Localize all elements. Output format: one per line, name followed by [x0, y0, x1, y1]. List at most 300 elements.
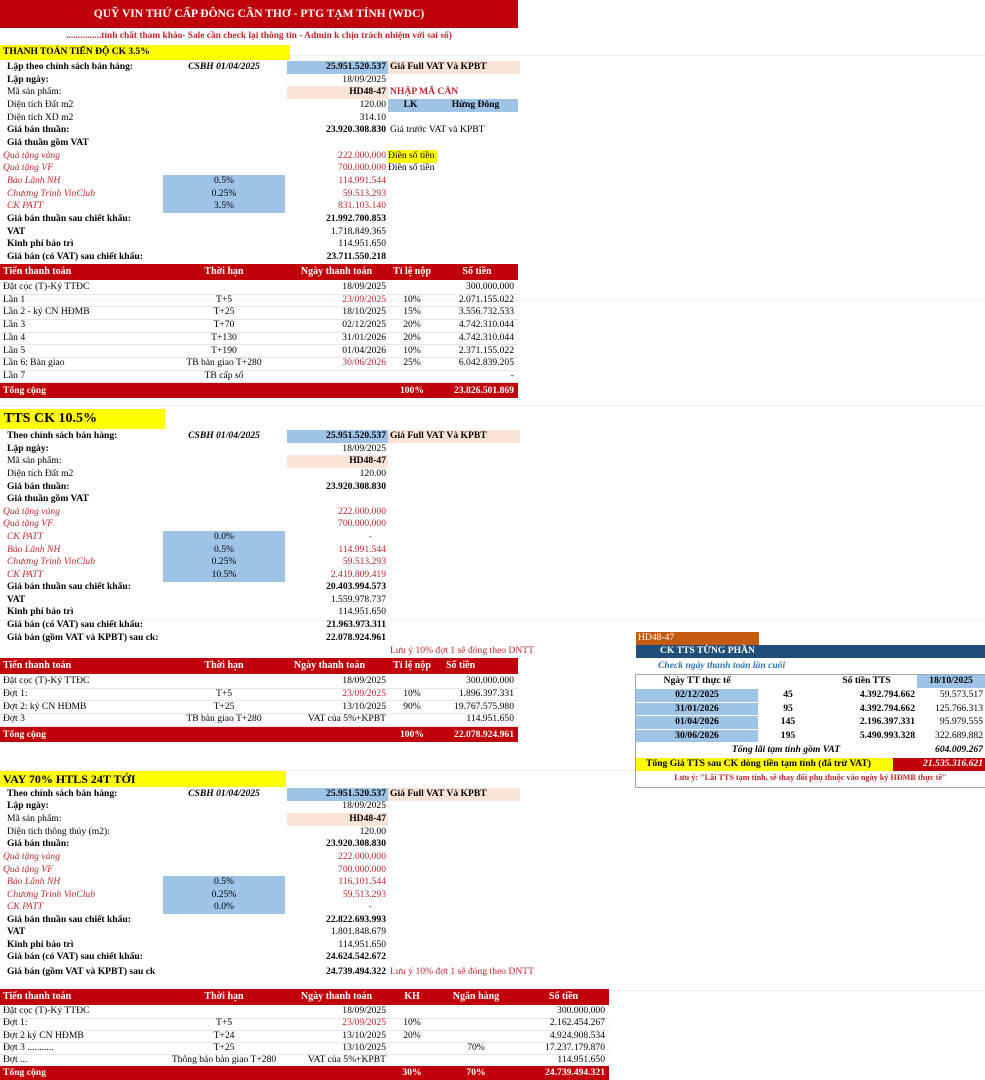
s1-bl-value: 114.991.544 — [338, 175, 386, 186]
s3-col-4: KH — [404, 991, 420, 1002]
s1-after-row — [0, 213, 520, 226]
s1-col-1: Tiến thanh toán — [3, 266, 72, 277]
page-title: QUỸ VIN THỨ CẤP ĐÔNG CẦN THƠ - PTG TẠM TÍNH (WDC) — [0, 0, 518, 28]
s2-pay-cell-2: TB bàn giao T+280 — [186, 713, 262, 725]
s2-land-value: 120.00 — [359, 468, 386, 479]
s3-gold-row — [0, 851, 520, 864]
s3-ck-row — [0, 901, 520, 914]
side-row — [636, 689, 985, 702]
s3-after-label: Giá bán thuần sau chiết khấu: — [7, 914, 131, 925]
s2-sum-pct: 100% — [400, 729, 424, 740]
s2-col-2: Thời hạn — [204, 660, 244, 671]
s3-kp-value: 114.951.650 — [338, 939, 386, 950]
s1-gold-value: 222.000.000 — [338, 150, 386, 161]
side-footnote: Lưu ý: "Lãi TTS tạm tính, sẽ thay đổi phụ thuộc vào ngày ký HĐMB thực tế" — [674, 773, 947, 782]
s2-pay-cell-3: 23/09/2025 — [342, 687, 386, 699]
s2-pay-cell-4 — [388, 675, 436, 688]
s3-vc-row — [0, 889, 520, 902]
side-interest-value: 604.009.267 — [935, 744, 983, 755]
s2-total-label: Giá bán (có VAT) sau chiết khấu: — [7, 619, 143, 630]
side-col-amount: Số tiền TTS — [842, 675, 891, 686]
s3-vf-label: Quà tặng VF — [3, 864, 54, 875]
s1-vc-value: 59.513.293 — [342, 188, 386, 199]
s2-col-5: Số tiền — [446, 660, 476, 671]
s1-vc-label: Chương Trình VinClub — [7, 188, 96, 199]
s3-net-value: 23.920.308.830 — [326, 838, 386, 849]
s1-pay-cell-5: 2.371.155.022 — [458, 344, 514, 356]
s2-date-label: Lập ngày: — [7, 443, 49, 454]
s1-full-price: 25.951.520.537 — [287, 61, 388, 74]
s1-product-input[interactable]: HD48-47 — [287, 86, 388, 99]
s2-pay-cell-2: T+5 — [215, 687, 233, 699]
s1-vc-pct[interactable]: 0.25% — [163, 188, 285, 201]
side-interest-row — [636, 744, 985, 757]
s3-sum-kh: 30% — [402, 1067, 422, 1078]
side-row — [636, 716, 985, 729]
side-cell-1: 30/06/2026 — [636, 730, 758, 743]
s2-sum-row — [0, 727, 518, 742]
s3-total2-value: 24.739.494.322 — [326, 966, 386, 977]
s3-vc-label: Chương Trình VinClub — [7, 889, 96, 900]
s3-col-5: Ngân hàng — [452, 991, 500, 1002]
s2-net-row — [0, 481, 520, 494]
s1-type: LK — [388, 99, 433, 112]
s2-vc-pct[interactable]: 0.25% — [163, 556, 285, 569]
s1-pay-cell-5: 3.556.732.533 — [458, 306, 514, 318]
s1-net-value: 23.920.308.830 — [326, 124, 386, 135]
side-cell-1: 31/01/2026 — [636, 703, 758, 716]
s3-pay-cell-2: Thông báo bàn giao T+280 — [171, 1054, 277, 1066]
s1-policy-row — [0, 61, 520, 74]
s1-table-header — [0, 264, 518, 280]
s3-after-value: 22.822.693.993 — [326, 914, 386, 925]
s2-policy-label: Theo chính sách bán hàng: — [7, 430, 118, 441]
s1-ck-label: CK PATT — [7, 200, 43, 211]
s2-ck0-row — [0, 531, 520, 544]
s1-col-2: Thời hạn — [204, 266, 244, 277]
side-cell-4: 125.766.313 — [935, 702, 983, 714]
s2-vc-row — [0, 556, 520, 569]
s2-col-3: Ngày thanh toán — [293, 660, 366, 671]
s1-bl-pct[interactable]: 0.5% — [163, 175, 285, 188]
s3-pay-cell-4: 10% — [403, 1017, 421, 1029]
side-cell-3: 4.392.794.662 — [859, 689, 915, 700]
s1-total-label: Giá bán (có VAT) sau chiết khấu: — [7, 251, 143, 262]
s1-ck-row — [0, 200, 520, 213]
s3-total2-row — [0, 966, 560, 979]
s1-kp-value: 114.951.650 — [338, 238, 386, 249]
s3-vc-pct[interactable]: 0.25% — [163, 889, 285, 902]
s3-pay-cell-3: VAT của 5%+KPBT — [307, 1054, 386, 1066]
s1-sum-label: Tổng cộng — [3, 385, 46, 396]
s1-pay-row — [0, 281, 518, 295]
s2-vf-label: Quà tặng VF — [3, 518, 54, 529]
s1-bl-label: Bảo Lãnh NH — [7, 175, 61, 186]
s3-pay-cell-6: 114.951.650 — [557, 1054, 605, 1066]
side-cell-4: 59.573.517 — [939, 689, 983, 700]
s1-pay-row — [0, 357, 518, 371]
s3-pay-cell-1: Đặt cọc (T)-Ký TTĐC — [3, 1005, 90, 1016]
s2-total2-value: 22.078.924.961 — [326, 632, 386, 643]
s2-land-row — [0, 468, 520, 481]
s2-after-value: 20.403.994.573 — [326, 581, 386, 592]
s3-bl-value: 116.101.544 — [338, 876, 386, 887]
s1-pay-cell-2 — [163, 281, 285, 294]
s3-policy-value: CSBH 01/04/2025 — [188, 788, 260, 799]
s1-pay-cell-2: TB bàn giao T+280 — [186, 357, 262, 369]
s3-note: Lưu ý 10% đợt 1 sẽ đóng theo DNTT — [390, 966, 535, 977]
s1-gold-label: Quà tặng vàng — [3, 150, 61, 161]
s3-pay-cell-1: Đợt 3 ........... — [3, 1041, 54, 1053]
s3-pay-cell-6: 2.162.454.267 — [549, 1017, 605, 1029]
s1-ck-pct[interactable]: 3.5% — [163, 200, 285, 213]
s2-pay-cell-4: 90% — [403, 700, 421, 712]
s2-ck-value: 2.419.809.419 — [330, 569, 386, 580]
s2-netvat-label: Giá thuần gồm VAT — [7, 493, 89, 504]
s1-sum-value: 23.826.501.869 — [454, 385, 514, 396]
s1-ck-value: 831.103.140 — [338, 200, 386, 211]
s1-vf-label: Quà tặng VF — [3, 162, 54, 173]
s1-pay-cell-5: - — [510, 369, 514, 381]
s1-pay-cell-4: 15% — [403, 306, 421, 318]
section-3-title: VAY 70% HTLS 24T TỚI — [0, 771, 286, 787]
s2-pay-cell-3: VAT của 5%+KPBT — [307, 713, 386, 725]
s1-full-price-note: Giá Full VAT Và KPBT — [388, 61, 520, 74]
s3-date-row — [0, 800, 520, 813]
s1-vf-note: Điền số tiền — [388, 162, 435, 173]
s2-full-price: 25.951.520.537 — [287, 430, 388, 443]
side-cell-1: 01/04/2026 — [636, 716, 758, 729]
s1-net-note: Giá trước VAT và KPBT — [390, 124, 485, 135]
s1-netvat-label: Giá thuần gồm VAT — [7, 137, 89, 148]
s2-total-row — [0, 619, 520, 632]
side-final-value: 21.535.316.621 — [893, 758, 985, 771]
s3-pay-cell-4: 20% — [403, 1029, 421, 1041]
s2-pay-row — [0, 688, 518, 702]
s1-pay-cell-2: T+130 — [211, 331, 237, 343]
s3-date-value: 18/09/2025 — [342, 800, 386, 811]
s3-pay-cell-1: Đợt 2 ký CN HĐMB — [3, 1029, 84, 1041]
s1-pay-cell-1: Lần 4 — [3, 331, 26, 343]
s2-date-value: 18/09/2025 — [342, 443, 386, 454]
s2-net-value: 23.920.308.830 — [326, 481, 386, 492]
s1-land-row — [0, 99, 520, 112]
s2-vc-label: Chương Trình VinClub — [7, 556, 96, 567]
s1-vat-label: VAT — [7, 226, 26, 237]
s1-pay-row — [0, 370, 518, 384]
s3-pay-cell-3: 18/09/2025 — [342, 1005, 386, 1016]
s3-vat-label: VAT — [7, 926, 26, 937]
s1-pay-cell-2: TB cấp sổ — [204, 369, 244, 381]
s1-date-row — [0, 74, 520, 87]
s1-policy-label: Lập theo chính sách bán hàng: — [7, 61, 134, 72]
s3-ck-pct[interactable]: 0.0% — [163, 901, 285, 914]
s1-pay-row — [0, 294, 518, 308]
s1-pay-row — [0, 306, 518, 320]
s1-pay-cell-2: T+5 — [215, 293, 233, 305]
s1-pay-cell-3 — [287, 370, 386, 383]
s2-land-label: Diện tích Đất m2 — [7, 468, 74, 479]
s1-vat-value: 1.718.849.365 — [330, 226, 386, 237]
s3-vat-row — [0, 926, 520, 939]
s1-pay-cell-1: Lần 1 — [3, 293, 26, 305]
s1-pay-cell-5: 300.000.000 — [466, 281, 514, 292]
s1-pay-cell-2: T+70 — [213, 319, 235, 331]
s1-pay-cell-2: T+190 — [211, 344, 237, 356]
s2-pay-cell-2 — [163, 675, 285, 688]
s1-build-row — [0, 112, 520, 125]
s1-pay-cell-1: Lần 6: Bàn giao — [3, 357, 65, 369]
s1-product-label: Mã sản phẩm: — [7, 86, 62, 97]
s2-after-label: Giá bán thuần sau chiết khấu: — [7, 581, 131, 592]
s2-gold-value: 222.000.000 — [338, 506, 386, 517]
s2-pay-cell-1: Đặt cọc (T)-Ký TTĐC — [3, 675, 90, 686]
s3-ck-value: - — [368, 901, 372, 912]
s1-pay-cell-5: 2.071.155.022 — [458, 293, 514, 305]
s2-bl-value: 114.991.544 — [338, 544, 386, 555]
s3-vf-value: 700.000.000 — [338, 864, 386, 875]
s2-date-row — [0, 443, 520, 456]
s2-vat-label: VAT — [7, 594, 26, 605]
s2-ck-row — [0, 569, 520, 582]
s3-sum-label: Tổng cộng — [3, 1067, 46, 1078]
s2-col-1: Tiến thanh toán — [3, 660, 72, 671]
s2-total2-label: Giá bán (gồm VAT và KPBT) sau ck: — [7, 632, 159, 643]
s2-netvat-row — [0, 493, 520, 506]
s3-vf-row — [0, 864, 520, 877]
s3-total-label: Giá bán (có VAT) sau chiết khấu: — [7, 951, 143, 962]
s2-ck0-value: - — [368, 531, 372, 542]
s2-vf-row — [0, 518, 520, 531]
s2-policy-row — [0, 430, 520, 443]
side-check-note: Check ngày thanh toán lần cuối — [658, 660, 786, 671]
s1-land-label: Diện tích Đất m2 — [7, 99, 74, 110]
s3-sum-row — [0, 1066, 609, 1080]
s1-pay-cell-4: 10% — [403, 344, 421, 356]
s1-pay-row — [0, 319, 518, 333]
s2-pay-cell-5: 19.767.575.980 — [454, 700, 514, 712]
side-table-header — [636, 675, 985, 688]
s3-col-3: Ngày thanh toán — [300, 991, 373, 1002]
s1-pay-cell-3: 18/09/2025 — [342, 281, 386, 292]
s1-vat-row — [0, 226, 520, 239]
s1-pay-cell-3: 01/04/2026 — [342, 344, 386, 356]
s2-table-header — [0, 658, 518, 674]
s3-product-input[interactable]: HD48-47 — [287, 813, 388, 826]
s3-sum-value: 24.739.494.321 — [545, 1067, 605, 1078]
side-col-asof: 18/10/2025 — [917, 675, 985, 688]
s1-pay-cell-3: 23/09/2025 — [342, 293, 386, 305]
s2-col-4: Tỉ lệ nộp — [393, 660, 431, 671]
s1-pay-cell-5: 4.742.310.044 — [458, 331, 514, 343]
s3-net-label: Giá bán thuần: — [7, 838, 70, 849]
side-title: CK TTS TỪNG PHẦN — [636, 645, 985, 658]
s3-policy-label: Theo chính sách bán hàng: — [7, 788, 118, 799]
s2-bl-row — [0, 544, 520, 557]
s1-vc-row — [0, 188, 520, 201]
s2-kp-value: 114.951.650 — [338, 606, 386, 617]
s3-col-1: Tiến thanh toán — [3, 991, 72, 1002]
s1-after-value: 21.992.700.853 — [326, 213, 386, 224]
side-cell-3: 4.392.794.662 — [859, 702, 915, 714]
s3-pay-cell-2: T+24 — [213, 1029, 235, 1041]
s2-ck0-pct[interactable]: 0.0% — [163, 531, 285, 544]
side-cell-2: 45 — [783, 689, 793, 700]
s3-pay-cell-5: 70% — [467, 1041, 485, 1053]
side-row — [636, 730, 985, 743]
s3-bl-row — [0, 876, 520, 889]
side-cell-2: 95 — [783, 702, 793, 714]
s3-kp-label: Kinh phí bảo trì — [7, 939, 74, 950]
s2-net-label: Giá bán thuần: — [7, 481, 70, 492]
s3-bl-label: Bảo Lãnh NH — [7, 876, 61, 887]
s2-pay-cell-4: 10% — [403, 687, 421, 699]
s2-after-row — [0, 581, 520, 594]
s1-pay-cell-4 — [388, 370, 436, 383]
s1-pay-cell-2: T+25 — [213, 306, 235, 318]
s1-pay-row — [0, 332, 518, 346]
s2-pay-cell-5: 114.951.650 — [466, 713, 514, 725]
side-cell-2: 195 — [780, 729, 796, 741]
s3-col-2: Thời hạn — [204, 991, 244, 1002]
s3-net-row — [0, 838, 520, 851]
s2-ck-label: CK PATT — [7, 569, 43, 580]
s2-kp-label: Kinh phí bảo trì — [7, 606, 74, 617]
s3-pay-cell-1: Đợt ... — [3, 1054, 28, 1066]
s1-total-value: 23.711.550.218 — [326, 251, 386, 262]
s3-full-price-note: Giá Full VAT Và KPBT — [388, 788, 520, 801]
s1-sum-pct: 100% — [400, 385, 424, 396]
s3-vat-value: 1.801.848.679 — [330, 926, 386, 937]
s3-pay-cell-5 — [436, 1017, 516, 1030]
side-final-row — [636, 758, 985, 771]
s2-pay-cell-1: Đợt 1: — [3, 687, 28, 699]
s3-pay-cell-2 — [163, 1005, 285, 1018]
side-cell-2: 145 — [780, 716, 796, 727]
side-cell-4: 322.689.882 — [935, 729, 983, 741]
s3-pay-cell-2: T+5 — [215, 1017, 233, 1029]
s1-col-5: Số tiền — [462, 266, 492, 277]
s2-ck0-label: CK PATT — [7, 531, 43, 542]
s1-pay-cell-1: Đặt cọc (T)-Ký TTĐC — [3, 281, 90, 292]
s1-pay-cell-1: Lần 7 — [3, 369, 26, 381]
s1-gold-note: Điền số tiền — [388, 150, 437, 163]
s2-bl-label: Bảo Lãnh NH — [7, 544, 61, 555]
side-final-label: Tổng Giá TTS sau CK dòng tiền tạm tính (đã trừ VAT) — [636, 758, 893, 771]
s2-pay-cell-5: 1.896.397.331 — [458, 687, 514, 699]
s3-product-row — [0, 813, 520, 826]
s3-land-value: 120.00 — [359, 826, 386, 837]
s2-pay-cell-4 — [388, 713, 436, 726]
s3-date-label: Lập ngày: — [7, 800, 49, 811]
side-cell-4: 95.979.555 — [939, 716, 983, 727]
s2-gold-row — [0, 506, 520, 519]
section-1-title: THANH TOÁN TIẾN ĐỘ CK 3.5% — [0, 45, 290, 60]
s3-total2-label: Giá bán (gồm VAT và KPBT) sau ck — [7, 966, 156, 977]
s1-pay-cell-1: Lần 5 — [3, 344, 26, 356]
s3-sum-nh: 70% — [466, 1067, 486, 1078]
s3-pay-cell-6: 300.000.000 — [557, 1005, 605, 1016]
s3-pay-cell-5 — [436, 1005, 516, 1018]
side-interest-label: Tổng lãi tạm tính gồm VAT — [731, 744, 841, 755]
s1-gold-row — [0, 150, 520, 163]
disclaimer-text: ...............tính chất tham khảo- Sale cần check lại thông tin - Admin k chịu trách nhiệm với sai số) — [66, 31, 452, 41]
section-2-title: TTS CK 10.5% — [0, 409, 165, 429]
s2-total2-row — [0, 632, 520, 645]
s2-pay-cell-5: 300.000.000 — [466, 675, 514, 686]
s1-vf-value: 700.000.000 — [338, 162, 386, 173]
s3-full-price: 25.951.520.537 — [287, 788, 388, 801]
s2-pay-cell-1: Đợt 2: ký CN HĐMB — [3, 700, 87, 712]
s3-vc-value: 59.513.293 — [342, 889, 386, 900]
s2-pay-cell-1: Đợt 3 — [3, 713, 25, 725]
s1-pay-cell-4: 10% — [403, 293, 421, 305]
s1-net-row — [0, 124, 520, 137]
s1-pay-cell-1: Lần 2 - ký CN HĐMB — [3, 306, 90, 318]
s1-pay-cell-4: 25% — [403, 357, 421, 369]
s2-pay-row — [0, 701, 518, 715]
s1-direction: Hừng Đông — [433, 99, 518, 112]
s3-pay-cell-6: 17.237.179.870 — [545, 1041, 605, 1053]
s3-total-row — [0, 951, 520, 964]
s1-pay-cell-4: 20% — [403, 319, 421, 331]
s1-netvat-row — [0, 137, 520, 150]
side-cell-3: 5.490.993.328 — [859, 729, 915, 741]
s3-after-row — [0, 914, 520, 927]
s2-pay-row — [0, 675, 518, 689]
s2-note: Lưu ý 10% đợt 1 sẽ đóng theo DNTT — [390, 645, 535, 656]
s3-pay-cell-2: T+25 — [213, 1041, 235, 1053]
s1-pay-cell-5: 4.742.310.044 — [458, 319, 514, 331]
s1-pay-cell-4 — [388, 281, 436, 294]
s2-pay-cell-2: T+25 — [213, 700, 235, 712]
s1-product-note: NHẬP MÃ CĂN — [390, 86, 459, 97]
s3-pay-cell-3: 23/09/2025 — [342, 1017, 386, 1029]
s3-bl-pct[interactable]: 0.5% — [163, 876, 285, 889]
s3-pay-cell-1: Đợt 1: — [3, 1017, 28, 1029]
s1-col-3: Ngày thanh toán — [300, 266, 373, 277]
s1-net-label: Giá bán thuần: — [7, 124, 70, 135]
s3-pay-cell-4 — [388, 1005, 436, 1018]
s2-sum-label: Tổng cộng — [3, 729, 46, 740]
s3-col-6: Số tiền — [548, 991, 579, 1002]
s2-sum-value: 22.078.924.961 — [454, 729, 514, 740]
s2-bl-pct[interactable]: 0.5% — [163, 544, 285, 557]
s2-product-label: Mã sản phẩm: — [7, 455, 62, 466]
s1-date-value: 18/09/2025 — [342, 74, 386, 85]
s3-land-row — [0, 826, 520, 839]
s1-kp-row — [0, 238, 520, 251]
s2-gold-label: Quà tặng vàng — [3, 506, 61, 517]
s1-bl-row — [0, 175, 520, 188]
side-code: HD48-47 — [636, 632, 759, 645]
s3-table-header — [0, 989, 609, 1005]
s2-product-input[interactable]: HD48-47 — [287, 455, 388, 468]
s3-product-label: Mã sản phẩm: — [7, 813, 62, 824]
s1-pay-row — [0, 345, 518, 359]
s2-policy-value: CSBH 01/04/2025 — [188, 430, 260, 441]
s1-product-row — [0, 86, 520, 99]
s1-pay-cell-3: 31/01/2026 — [342, 331, 386, 343]
s1-build-label: Diện tích XD m2 — [7, 112, 74, 123]
s1-pay-cell-4: 20% — [403, 331, 421, 343]
s2-ck-pct[interactable]: 10.5% — [163, 569, 285, 582]
s1-total-row — [0, 251, 520, 264]
s3-gold-label: Quà tặng vàng — [3, 851, 61, 862]
s1-after-label: Giá bán thuần sau chiết khấu: — [7, 213, 131, 224]
s2-kp-row — [0, 606, 520, 619]
s3-pay-cell-6: 4.924.908.534 — [549, 1029, 605, 1041]
